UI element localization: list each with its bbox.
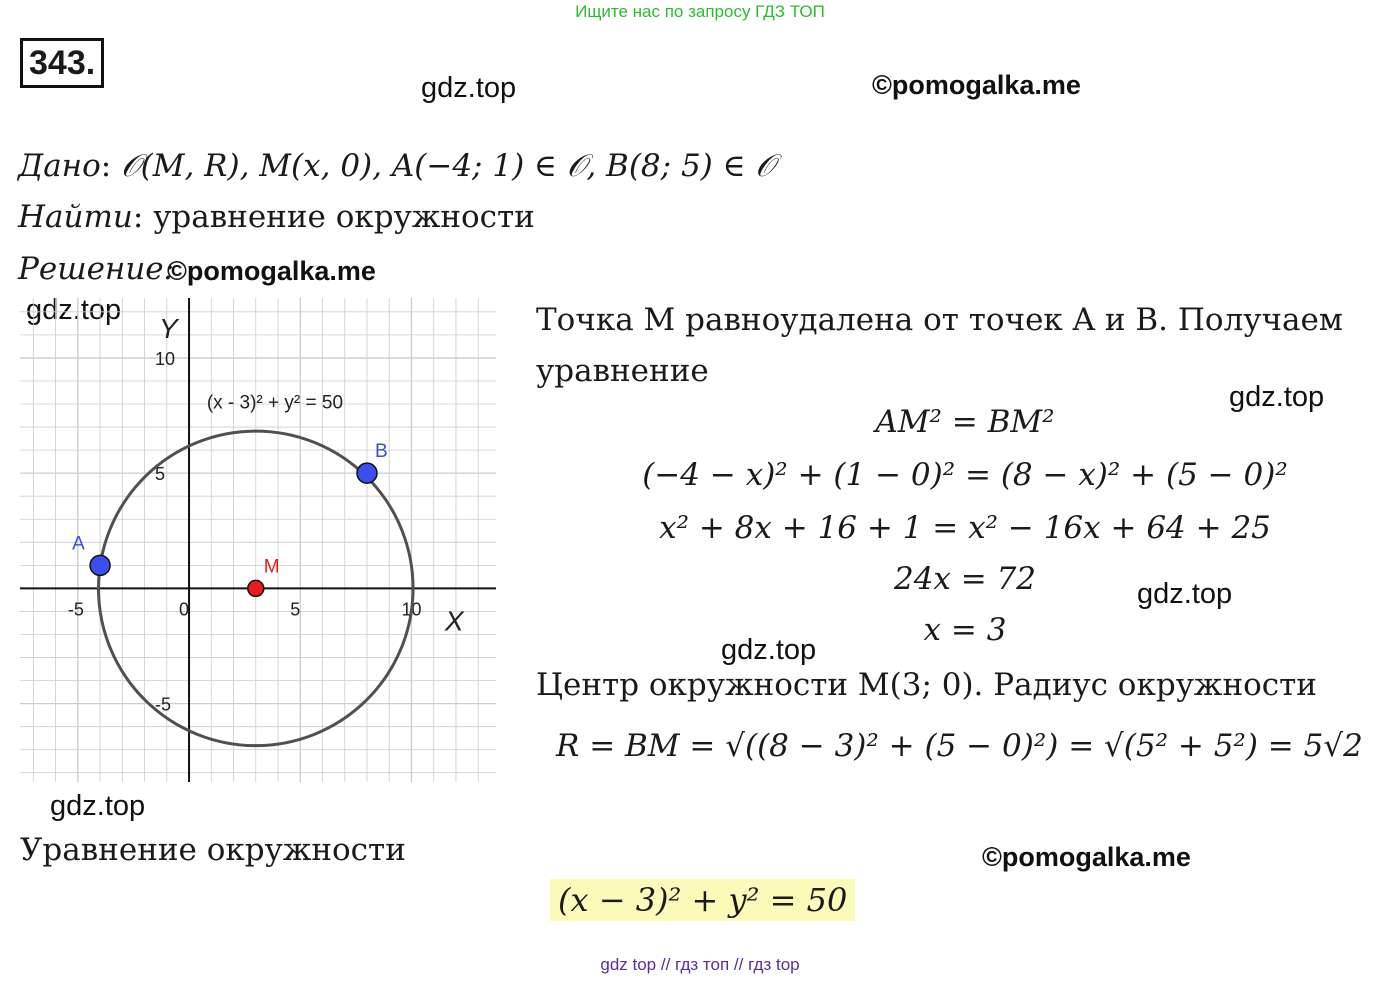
point-label-a: A <box>72 533 85 555</box>
equation-1: AM² = BM² <box>875 404 1055 440</box>
find-text: : уравнение окружности <box>132 199 535 235</box>
watermark-pomogalka: ©pomogalka.me <box>982 842 1191 872</box>
x-tick-label: 10 <box>401 599 422 620</box>
y-tick-label: 5 <box>155 464 166 485</box>
axes <box>20 298 496 782</box>
find-label: Найти <box>18 199 133 235</box>
circle-equation-label: (x - 3)² + y² = 50 <box>206 392 344 414</box>
points <box>72 441 388 596</box>
x-tick-label: -5 <box>67 599 84 620</box>
watermark-gdz: gdz.top <box>721 634 817 666</box>
watermark-gdz: gdz.top <box>1137 578 1233 610</box>
coordinate-graph <box>20 298 496 782</box>
watermark-pomogalka: ©pomogalka.me <box>167 256 376 286</box>
point-a <box>90 555 110 575</box>
y-tick-label: 10 <box>155 348 176 369</box>
answer-highlight: (x − 3)² + y² = 50 <box>550 879 855 921</box>
watermark-gdz: gdz.top <box>26 294 122 326</box>
footer-link[interactable]: gdz top <box>600 955 657 974</box>
point-label-b: B <box>374 441 388 463</box>
y-axis-label: Y <box>159 313 178 344</box>
equation-3: x² + 8x + 16 + 1 = x² − 16x + 64 + 25 <box>659 510 1271 546</box>
equation-4: 24x = 72 <box>893 561 1037 597</box>
watermark-pomogalka: ©pomogalka.me <box>872 70 1081 100</box>
y-tick-label: -5 <box>155 694 172 715</box>
top-banner: Ищите нас по запросу ГДЗ ТОП <box>575 2 825 21</box>
x-tick-label: 5 <box>290 599 301 620</box>
footer-separator: // <box>660 955 671 974</box>
given-expression: 𝒪(M, R), M(x, 0), A(−4; 1) ∈ 𝒪, B(8; 5) ∈ 𝒪 <box>121 148 775 184</box>
given-line: Дано: 𝒪(M, R), M(x, 0), A(−4; 1) ∈ 𝒪, B(8; 5) ∈ 𝒪 <box>18 148 775 184</box>
conclusion-text: Уравнение окружности <box>20 832 406 868</box>
point-m <box>248 580 264 596</box>
footer-links <box>0 955 1400 975</box>
given-label: Дано <box>18 148 101 184</box>
watermark-gdz: gdz.top <box>1229 381 1325 413</box>
point-label-m: M <box>263 556 280 578</box>
footer-link[interactable]: гдз top <box>748 955 800 974</box>
equation-2: (−4 − x)² + (1 − 0)² = (8 − x)² + (5 − 0)² <box>642 457 1288 493</box>
solution-line-2: уравнение <box>536 353 709 389</box>
radius-line: R = BM = √((8 − 3)² + (5 − 0)²) = √(5² + 5²) = 5√2 <box>556 728 1363 764</box>
watermark-gdz: gdz.top <box>421 72 517 104</box>
find-line <box>18 199 535 235</box>
watermark-gdz: gdz.top <box>50 790 146 822</box>
solution-label: Решение: <box>18 251 175 287</box>
footer-link[interactable]: гдз топ <box>675 955 730 974</box>
center-line: Центр окружности M(3; 0). Радиус окружности <box>536 667 1317 703</box>
x-axis-label: X <box>444 605 464 637</box>
problem-number: 343. <box>20 38 104 88</box>
x-tick-label: 0 <box>179 599 190 620</box>
point-b <box>357 463 377 483</box>
footer-separator: // <box>733 955 744 974</box>
equation-5: x = 3 <box>923 612 1007 648</box>
solution-line-1: Точка M равноудалена от точек A и B. Получаем <box>536 302 1343 338</box>
grid <box>20 298 496 782</box>
